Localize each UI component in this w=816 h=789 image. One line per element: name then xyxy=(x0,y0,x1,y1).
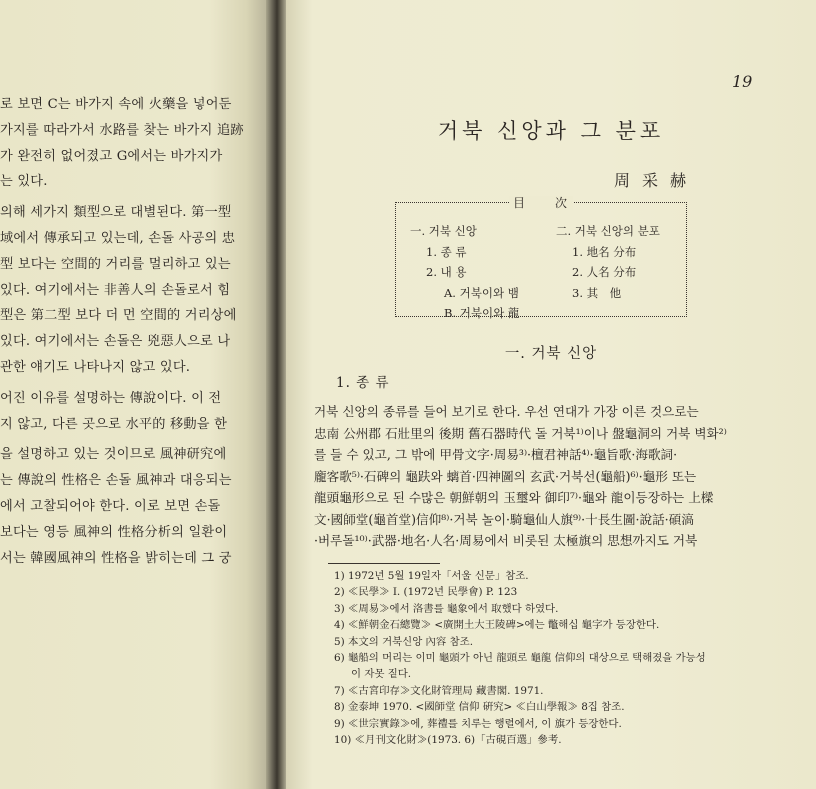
toc-column-1 xyxy=(410,221,519,324)
text-line: 는 傳說의 性格은 손돌 風神과 대응되는 xyxy=(0,473,232,489)
left-paragraph xyxy=(0,92,262,195)
footnote: 10) ≪月刊文化財≫(1973. 6)「古硯百選」參考. xyxy=(334,734,562,747)
footnote: 3) ≪周易≫에서 洛書를 龜象에서 取했다 하였다. xyxy=(334,602,559,615)
section-heading: 一. 거북 신앙 xyxy=(504,346,598,362)
footnote: 6) 龜船의 머리는 이미 龜頭가 아닌 龍頭로 龜龍 信仰의 대상으로 택해졌을 가능성 xyxy=(334,652,706,665)
footnote-rule xyxy=(328,563,440,564)
left-paragraph xyxy=(0,386,262,438)
footnote: 7) ≪古宮印存≫文化財管理局 藏書閣. 1971. xyxy=(334,684,544,697)
left-paragraph xyxy=(0,200,262,381)
footnote: 5) 本文의 거북신앙 內容 참조. xyxy=(334,635,474,648)
text-line: 어진 이유를 설명하는 傳說이다. 이 전 xyxy=(0,390,222,406)
toc-item: A. 거북이와 뱀 xyxy=(444,285,519,300)
toc-item: 1. 地名 分布 xyxy=(572,244,637,259)
left-page-text xyxy=(0,92,262,571)
right-page xyxy=(286,0,816,789)
page-number: 19 xyxy=(732,72,753,91)
toc-item: 2. 내 용 xyxy=(426,265,467,279)
left-paragraph xyxy=(0,442,262,571)
text-line: 型 보다는 空間的 거리를 멀리하고 있는 xyxy=(0,256,231,272)
text-line: 서는 韓國風神의 性格을 밝히는데 그 궁 xyxy=(0,550,232,566)
footnote: 4) ≪鮮朝金石總覽≫ <廣開土大王陵碑>에는 鼈해십 龜字가 등장한다. xyxy=(334,619,660,632)
text-line: 의해 세가지 類型으로 대별된다. 第一型 xyxy=(0,205,232,221)
text-line: 文·國師堂(龜首堂)信仰⁸⁾·거북 놀이·騎龜仙人旗⁹⁾·十長生圖·說話·碩滈 xyxy=(314,511,694,527)
text-line: 를 들 수 있고, 그 밖에 甲骨文字·周易³⁾·檀君神話⁴⁾·龜旨歌·海歌詞· xyxy=(314,447,678,462)
toc-heading: 目 次 xyxy=(396,194,686,211)
left-page xyxy=(0,0,268,789)
footnote: 8) 金泰坤 1970. <國師堂 信仰 硏究> ≪白山學報≫ 8집 참조. xyxy=(334,701,625,714)
text-line: 관한 얘기도 나타나지 않고 있다. xyxy=(0,359,191,375)
text-line: 로 보면 C는 바가지 속에 火藥을 넣어둔 xyxy=(0,97,232,112)
text-line: 보다는 영등 風神의 性格分析의 일환이 xyxy=(0,524,228,540)
body-text xyxy=(314,401,800,552)
text-line: 龐客歌⁵⁾·石碑의 龜趺와 螭首·四神圖의 玄武·거북선(龜船)⁶⁾·龜形 또는 xyxy=(314,468,697,484)
text-line: 에서 고찰되어야 한다. 이로 보면 손돌 xyxy=(0,498,221,514)
text-line: 忠南 公州郡 石壯里의 後期 舊石器時代 돌 거북¹⁾이나 盤龜洞의 거북 벽화²⁾ xyxy=(314,425,727,441)
footnotes xyxy=(334,568,804,748)
text-line: 가지를 따라가서 水路를 찾는 바가지 追跡 xyxy=(0,122,244,138)
toc-item: 2. 人名 分布 xyxy=(572,265,637,279)
footnote: 이 자못 짙다. xyxy=(351,668,412,681)
text-line: 는 있다. xyxy=(0,174,48,190)
footnote: 9) ≪世宗實錄≫에, 葬禮를 치루는 행렬에서, 이 旗가 등장한다. xyxy=(334,717,622,730)
text-line: 型은 第二型 보다 더 먼 空間的 거리상에 xyxy=(0,308,237,324)
text-line: 있다. 여기에서는 非善人의 손돌로서 힘 xyxy=(0,282,231,298)
toc-item: 1. 종 류 xyxy=(426,244,467,259)
subsection-heading: 1. 종 류 xyxy=(336,375,390,391)
footnote: 2) ≪民學≫ Ⅰ. (1972년 民學會) P. 123 xyxy=(334,586,518,599)
text-line: 가 완전히 없어졌고 G에서는 바가지가 xyxy=(0,148,223,164)
footnote: 1) 1972년 5월 19일자「서울 신문」참조. xyxy=(334,570,529,582)
text-line: 지 않고, 다른 곳으로 水平的 移動을 한 xyxy=(0,416,228,432)
article-author: 周采赫 xyxy=(614,171,699,190)
text-line: 을 설명하고 있는 것이므로 風神研究에 xyxy=(0,447,227,463)
toc-item: 一. 거북 신앙 xyxy=(410,224,477,238)
text-line: 있다. 여기에서는 손돌은 兇惡人으로 나 xyxy=(0,334,231,350)
text-line: 거북 신앙의 종류를 들어 보기로 한다. 우선 연대가 가장 이른 것으로는 xyxy=(314,404,699,419)
text-line: 域에서 傳承되고 있는데, 손돌 사공의 忠 xyxy=(0,230,236,246)
article-title: 거북 신앙과 그 분포 xyxy=(437,119,665,143)
toc-column-2 xyxy=(556,221,660,303)
book-gutter xyxy=(266,0,288,789)
table-of-contents xyxy=(395,196,687,320)
text-line: ·버루돌¹⁰⁾·武器·地名·人名·周易에서 비롯된 太極旗의 思想까지도 거북 xyxy=(314,533,698,548)
text-line: 龍頭龜形으로 된 수많은 朝鮮朝의 玉璽와 御印⁷⁾·龜와 龍이등장하는 上樑 xyxy=(314,490,714,505)
toc-item: B. 거북이와 龍 xyxy=(444,306,520,320)
toc-item: 二. 거북 신앙의 분포 xyxy=(556,224,660,238)
toc-item: 3. 其 他 xyxy=(572,285,622,300)
